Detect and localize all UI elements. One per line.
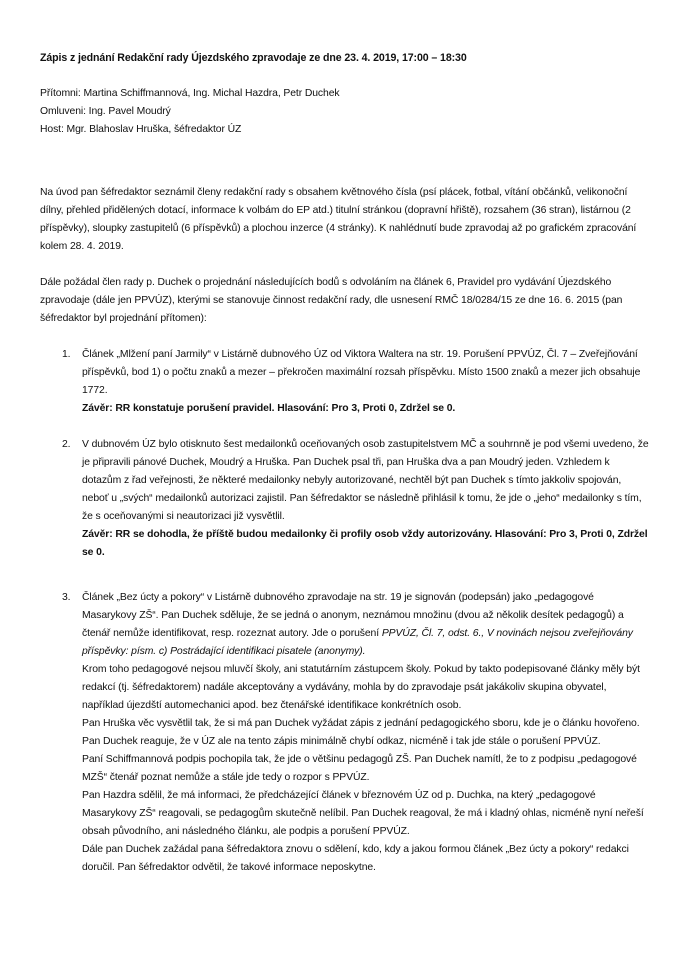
item-paragraph: Dále pan Duchek zažádal pana šéfredaktora znovu o sdělení, kdo, kdy a jakou formou článek „Bez úcty a pokory“ redakci doručil. Pan šéfredaktor odvětil, že takové informace neposkytne.: [82, 844, 629, 873]
agenda-item-3: [40, 589, 650, 877]
spacer: [40, 328, 650, 346]
item-paragraph: Pan Hazdra sdělil, že má informaci, že předcházející článek v březnovém ÚZ od p. Duchka, na který „pedagogové Masarykovy ZŠ“ reagovali, se pedagogům skutečně nelíbil. Pan Duchek reagoval, že má i kladný ohlas, nicméně nyní neřeší obsah původního, ani následného článku, ale podpis a porušení PPVÚZ.: [82, 790, 644, 837]
spacer: [40, 139, 650, 175]
item-number: 3.: [62, 592, 71, 603]
agenda-item-1: [40, 346, 650, 418]
item-citation: PPVÚZ, Čl. 7, odst. 6., V novinách nejsou zveřejňovány příspěvky: písm. c) Postrádající identifikaci pisatele (anonymy).: [82, 628, 633, 657]
item-text: Článek „Bez úcty a pokory“ v Listárně dubnového zpravodaje na str. 19 je signován (podepsán) jako „pedagogové Masarykovy ZŠ“. Pan Duchek sděluje, že se jedná o anonym, neznámou množinu (dvou až několik desítek pedagogů) a čtenář nemůže identifikovat, resp. rozeznat autory. Jde o porušení PPVÚZ, Čl. 7, odst. 6., V novinách nejsou zveřejňovány příspěvky: písm. c) Postrádající identifikaci pisatele (anonymy). Krom toho pedagogové nejsou mluvčí školy, ani statutárním zástupcem školy. Pokud by takto podepisované články měly být redakcí (tj. šéfredaktorem) nadále akceptovány a vydávány, mohla by do zpravodaje psát jakákoliv skupina obyvatel, například újezdští automechanici apod. bez čtenářské identifikace konkrétních osob.: [82, 592, 640, 711]
document-title: Zápis z jednání Redakční rady Újezdského zpravodaje ze dne 23. 4. 2019, 17:00 – 18:30: [40, 52, 467, 64]
spacer: [40, 67, 650, 85]
agenda-list: [40, 346, 650, 877]
item-conclusion: Závěr: RR se dohodla, že příště budou medailonky či profily osob vždy autorizovány. Hlasování: Pro 3, Proti 0, Zdržel se 0.: [82, 529, 648, 558]
item-text: Článek „Mlžení paní Jarmily“ v Listárně dubnového ÚZ od Viktora Waltera na str. 19. Porušení PPVÚZ, Čl. 7 – Zveřejňování příspěvků, bod 1) o počtu znaků a mezer – překročen maximální rozsah příspěvku. Místo 1500 znaků a mezer jich obsahuje 1772.: [82, 349, 641, 396]
document-page: [40, 49, 650, 877]
item-number: 2.: [62, 439, 71, 450]
agenda-item-2: [40, 436, 650, 562]
item-number: 1.: [62, 349, 71, 360]
intro-paragraph: Na úvod pan šéfredaktor seznámil členy redakční rady s obsahem květnového čísla (psí plácek, fotbal, vítání občánků, velikonoční dílny, přehled přidělených dotací, informace k volbám do EP atd.) titulní stránkou (dopravní hřiště), rozsahem (36 stran), listárnou (2 příspěvky), sloupky zastupitelů (6 příspěvků) a plochou inzerce (4 stránky). K nahlédnutí bude zpravodaj až po grafickém zpracování kolem 28. 4. 2019.: [40, 187, 637, 252]
request-paragraph: Dále požádal člen rady p. Duchek o projednání následujících bodů s odvoláním na článek 6, Pravidel pro vydávání Újezdského zpravodaje (dále jen PPVÚZ), kterými se stanovuje činnost redakční rady, dle usnesení RMČ 18/0284/15 ze dne 16. 6. 2015 (pan šéfredaktor byl projednání přítomen):: [40, 277, 623, 324]
attendance-guest: Host: Mgr. Blahoslav Hruška, šéfredaktor ÚZ: [40, 124, 242, 135]
item-conclusion: Závěr: RR konstatuje porušení pravidel. Hlasování: Pro 3, Proti 0, Zdržel se 0.: [82, 403, 456, 414]
attendance-excused: Omluveni: Ing. Pavel Moudrý: [40, 106, 171, 117]
spacer: [40, 256, 650, 274]
attendance-present: Přítomni: Martina Schiffmannová, Ing. Michal Hazdra, Petr Duchek: [40, 88, 340, 99]
item-paragraph: Pan Hruška věc vysvětlil tak, že si má pan Duchek vyžádat zápis z jednání pedagogického sboru, kde je o článku hovořeno. Pan Duchek reaguje, že v ÚZ ale na tento zápis minimálně chybí odkaz, nicméně i tak jde stále o porušení PPVÚZ.: [82, 718, 640, 747]
item-paragraph: Paní Schiffmannová podpis pochopila tak, že jde o většinu pedagogů ZŠ. Pan Duchek namítl, že to z podpisu „pedagogové MZŠ“ čtenář poznat nemůže a stále jde tedy o rozpor s PPVÚZ.: [82, 754, 637, 783]
item-text: V dubnovém ÚZ bylo otisknuto šest medailonků oceňovaných osob zastupitelstvem MČ a souhrnně je pod všemi uvedeno, že je připravili pánové Duchek, Moudrý a Hruška. Pan Duchek psal tři, pan Hruška dva a pan Moudrý jeden. Vzhledem k dotazům z řad veřejnosti, že některé medailonky nebyly autorizované, nechtěl být pan Duchek s tímto jakkoliv spojován, neboť u „svých“ medailonků autorizaci zajistil. Pan šéfredaktor se následně přihlásil k tomu, že jde o „jeho“ medailonky s tím, že s oceňovanými si neautorizaci již vysvětlil.: [82, 439, 649, 522]
